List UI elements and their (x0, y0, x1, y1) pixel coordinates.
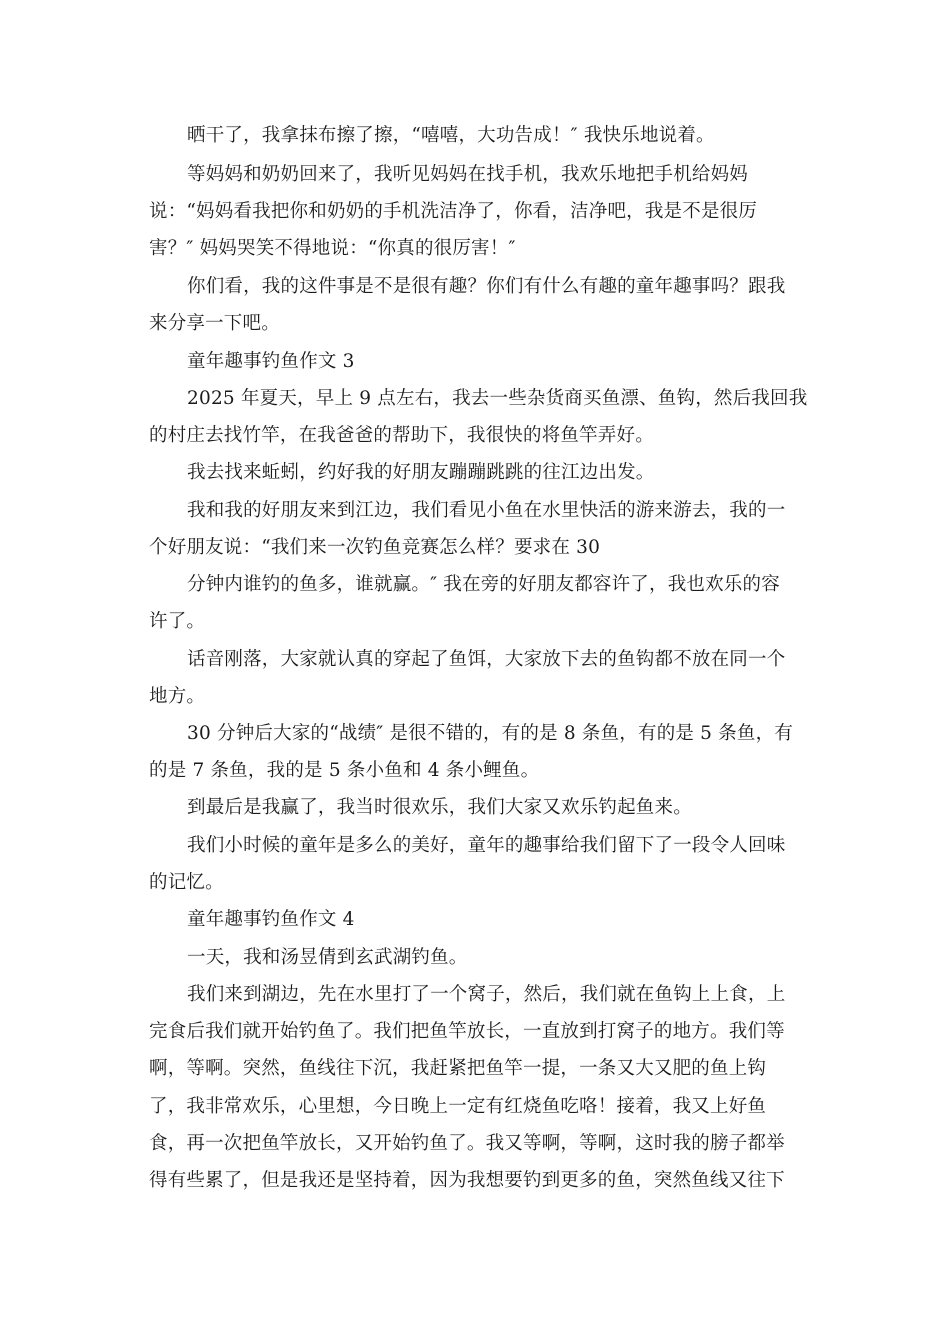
paragraph-line: 的是 7 条鱼，我的是 5 条小鱼和 4 条小鲤鱼。 (149, 760, 540, 781)
paragraph-line: 到最后是我赢了，我当时很欢乐，我们大家又欢乐钓起鱼来。 (187, 797, 692, 818)
paragraph-line: 我去找来蚯蚓，约好我的好朋友蹦蹦跳跳的往江边出发。 (187, 462, 655, 483)
paragraph-line: 地方。 (149, 686, 206, 707)
section-heading: 童年趣事钓鱼作文 4 (187, 909, 355, 930)
paragraph-line: 的记忆。 (149, 872, 224, 893)
paragraph-line: 我们来到湖边，先在水里打了一个窝子，然后，我们就在鱼钩上上食，上 (187, 984, 786, 1005)
paragraph-line: 个好朋友说：“我们来一次钓鱼竞赛怎么样？要求在 30 (149, 537, 601, 558)
paragraph-line: 害？″ 妈妈哭笑不得地说：“你真的很厉害！″ (149, 238, 516, 259)
paragraph-line: 一天，我和汤昱倩到玄武湖钓鱼。 (187, 947, 468, 968)
paragraph-line: 说：“妈妈看我把你和奶奶的手机洗洁净了，你看，洁净吧，我是不是很厉 (149, 201, 758, 222)
paragraph-line: 你们看，我的这件事是不是很有趣？你们有什么有趣的童年趣事吗？跟我 (187, 276, 786, 297)
paragraph-line: 啊，等啊。突然，鱼线往下沉，我赶紧把鱼竿一提，一条又大又肥的鱼上钩 (149, 1058, 767, 1079)
paragraph-line: 30 分钟后大家的“战绩″ 是很不错的，有的是 8 条鱼，有的是 5 条鱼，有 (187, 723, 794, 744)
paragraph-line: 的村庄去找竹竿，在我爸爸的帮助下，我很快的将鱼竿弄好。 (149, 425, 654, 446)
paragraph-line: 来分享一下吧。 (149, 313, 280, 334)
paragraph-line: 我们小时候的童年是多么的美好，童年的趣事给我们留下了一段令人回味 (187, 835, 786, 856)
paragraph-line: 食，再一次把鱼竿放长，又开始钓鱼了。我又等啊，等啊，这时我的膀子都举 (149, 1133, 785, 1154)
paragraph-line: 许了。 (149, 611, 206, 632)
paragraph-line: 分钟内谁钓的鱼多，谁就赢。″ 我在旁的好朋友都容许了，我也欢乐的容 (187, 574, 780, 595)
section-heading: 童年趣事钓鱼作文 3 (187, 351, 355, 372)
paragraph-line: 得有些累了，但是我还是坚持着，因为我想要钓到更多的鱼，突然鱼线又往下 (149, 1170, 785, 1191)
paragraph-line: 完食后我们就开始钓鱼了。我们把鱼竿放长，一直放到打窝子的地方。我们等 (149, 1021, 785, 1042)
paragraph-line: 晒干了，我拿抹布擦了擦，“嘻嘻，大功告成！″ 我快乐地说着。 (187, 125, 715, 146)
paragraph-line: 等妈妈和奶奶回来了，我听见妈妈在找手机，我欢乐地把手机给妈妈 (187, 164, 749, 185)
paragraph-line: 2025 年夏天，早上 9 点左右，我去一些杂货商买鱼漂、鱼钩，然后我回我 (187, 388, 808, 409)
paragraph-line: 了，我非常欢乐，心里想，今日晚上一定有红烧鱼吃咯！接着，我又上好鱼 (149, 1096, 767, 1117)
paragraph-line: 话音刚落，大家就认真的穿起了鱼饵，大家放下去的鱼钩都不放在同一个 (187, 649, 786, 670)
paragraph-line: 我和我的好朋友来到江边，我们看见小鱼在水里快活的游来游去，我的一 (187, 500, 786, 521)
